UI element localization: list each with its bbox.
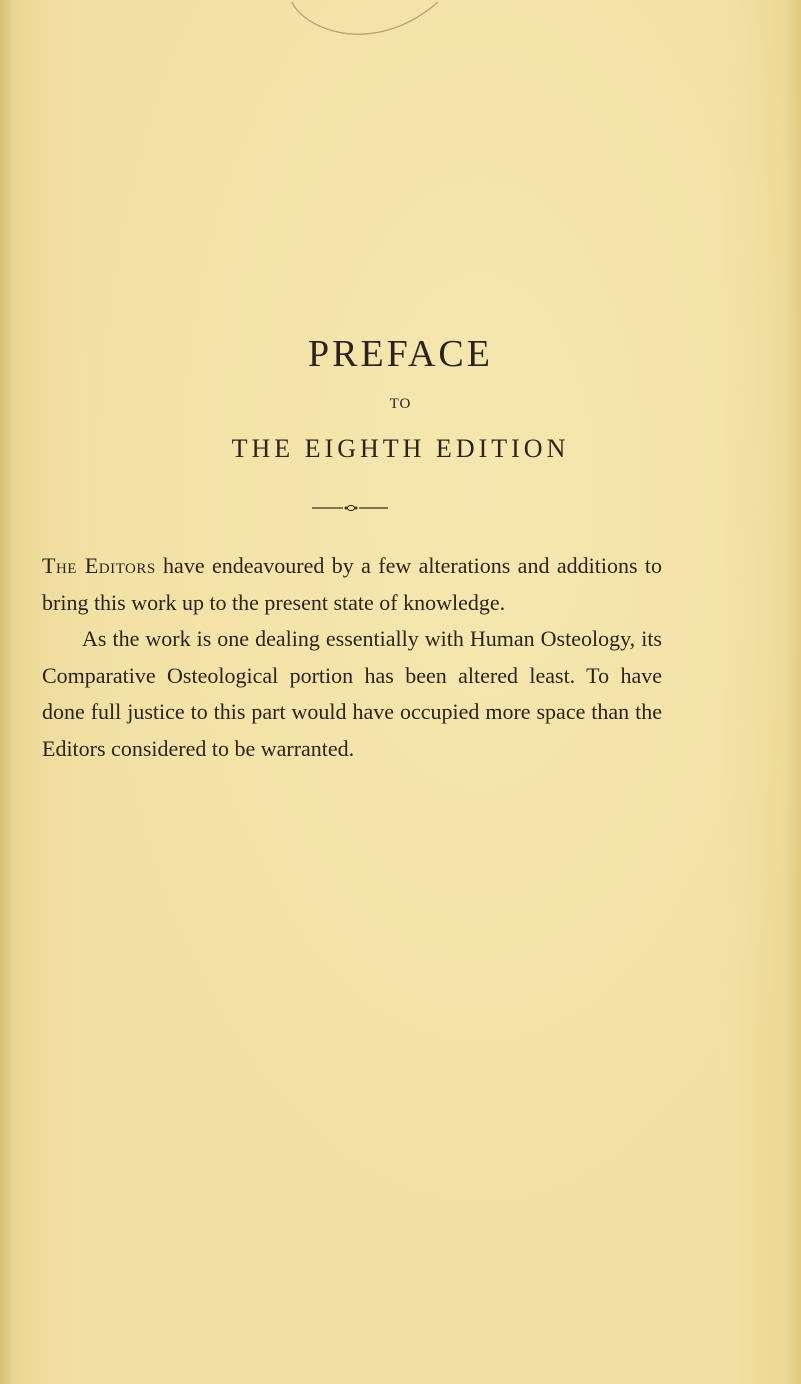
page-gutter-shadow xyxy=(0,0,14,1384)
paragraph-1 xyxy=(42,548,662,621)
title-connector: TO xyxy=(389,396,412,412)
preface-body xyxy=(42,548,662,767)
ornament-rule xyxy=(310,500,390,516)
paragraph-1-lead: The Editors xyxy=(42,553,156,578)
paragraph-2: As the work is one dealing essentially with Human Osteology, its Comparative Osteological portion has been altered least. To have done full justice to this part would have occupied more space than the Editors considered to be warranted. xyxy=(42,626,662,761)
page-title: PREFACE xyxy=(307,333,493,375)
paragraph-1-text: have endeavoured by a few alterations and additions to bring this work up to the present state of knowledge. xyxy=(42,553,663,615)
page-subtitle: THE EIGHTH EDITION xyxy=(231,434,570,463)
top-edge-mark xyxy=(290,0,440,50)
